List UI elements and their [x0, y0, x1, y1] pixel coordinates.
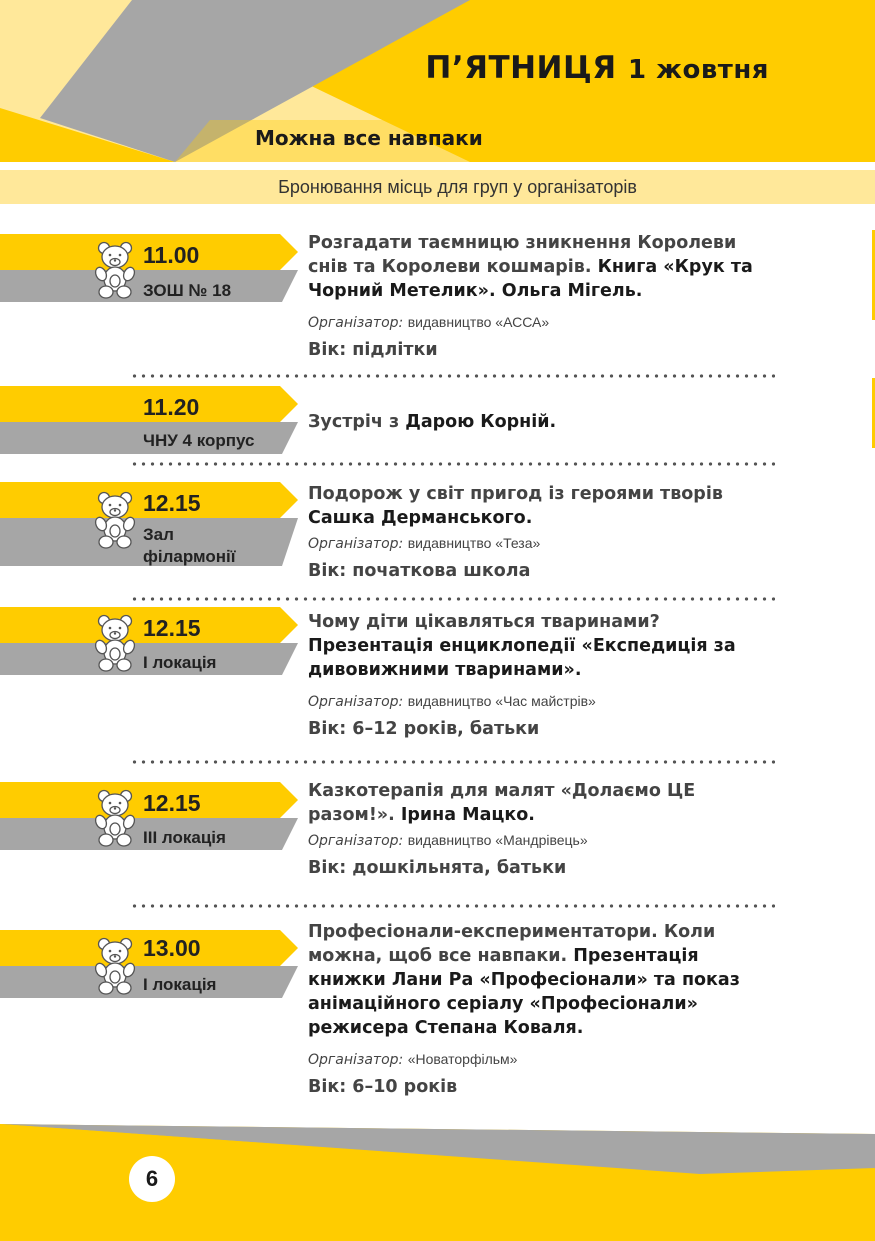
dotted-divider [130, 597, 775, 601]
teddy-bear-icon [92, 936, 138, 996]
event-age: Вік: початкова школа [308, 561, 531, 581]
event-age: Вік: дошкільнята, батьки [308, 858, 567, 878]
event-location: ЧНУ 4 корпус [143, 431, 255, 450]
event-organizer: Організатор: видавництво «Мандрівець» [308, 832, 588, 849]
event-item [0, 607, 875, 747]
event-title: Професіонали-експериментатори. Коли можна, щоб все навпаки. Презентація книжки Лани Ра «Професіонали» та показ анімаційного серіалу «Професіонали» режисера Степана Коваля. [308, 922, 740, 1038]
event-location: Зал філармонії [143, 525, 236, 566]
day-name: П’ЯТНИЦЯ [425, 50, 617, 86]
event-time: 11.20 [143, 394, 200, 420]
event-age: Вік: 6–12 років, батьки [308, 719, 540, 739]
page-title [425, 50, 769, 86]
teddy-bear-icon [92, 788, 138, 848]
event-location: ЗОШ № 18 [143, 281, 232, 300]
dotted-divider [130, 374, 775, 378]
event-organizer: Організатор: видавництво «АССА» [308, 314, 550, 331]
event-title: Подорож у світ пригод із героями творів Сашка Дерманського. [308, 484, 723, 528]
booking-note: Бронювання місць для груп у організаторів [278, 176, 637, 197]
event-location: ІІІ локація [143, 828, 226, 847]
event-title: Чому діти цікавляться тваринами? Презентація енциклопедії «Експедиція за дивовижними тваринами». [308, 612, 736, 680]
event-time: 12.15 [143, 790, 201, 816]
event-title: Розгадати таємницю зникнення Королеви снів та Королеви кошмарів. Книга «Крук та Чорний Метелик». Ольга Мігель. [308, 233, 753, 301]
dotted-divider [130, 462, 775, 466]
date-label: 1 жовтня [627, 55, 769, 85]
event-details [308, 410, 778, 434]
event-title: Казкотерапія для малят «Долаємо ЦЕ разом!». Ірина Мацко. [308, 781, 696, 825]
teddy-bear-icon [92, 490, 138, 550]
event-details [308, 610, 778, 741]
event-time: 13.00 [143, 935, 201, 961]
event-details [308, 920, 778, 1099]
event-age: Вік: 6–10 років [308, 1077, 458, 1097]
event-time: 12.15 [143, 490, 201, 516]
event-location: І локація [143, 975, 217, 994]
teddy-bear-icon [92, 613, 138, 673]
page-number: 6 [129, 1156, 175, 1202]
event-item [0, 782, 875, 892]
event-organizer: Організатор: видавництво «Час майстрів» [308, 693, 596, 710]
event-details [308, 482, 778, 583]
dotted-divider [130, 760, 775, 764]
event-age: Вік: підлітки [308, 340, 438, 360]
event-time: 12.15 [143, 615, 201, 641]
event-item [0, 386, 875, 456]
event-location: І локація [143, 653, 217, 672]
teddy-bear-icon [92, 240, 138, 300]
event-item [0, 234, 875, 369]
booking-note-bar [0, 170, 875, 204]
event-title: Зустріч з Дарою Корній. [308, 412, 557, 432]
event-details [308, 779, 778, 880]
event-item [0, 922, 875, 1110]
event-organizer: Організатор: видавництво «Теза» [308, 535, 541, 552]
event-item [0, 482, 875, 592]
event-organizer: Організатор: «Новаторфільм» [308, 1051, 518, 1068]
event-details [308, 231, 778, 362]
dotted-divider [130, 904, 775, 908]
event-time: 11.00 [143, 242, 200, 268]
festival-slogan: Можна все навпаки [255, 126, 483, 150]
